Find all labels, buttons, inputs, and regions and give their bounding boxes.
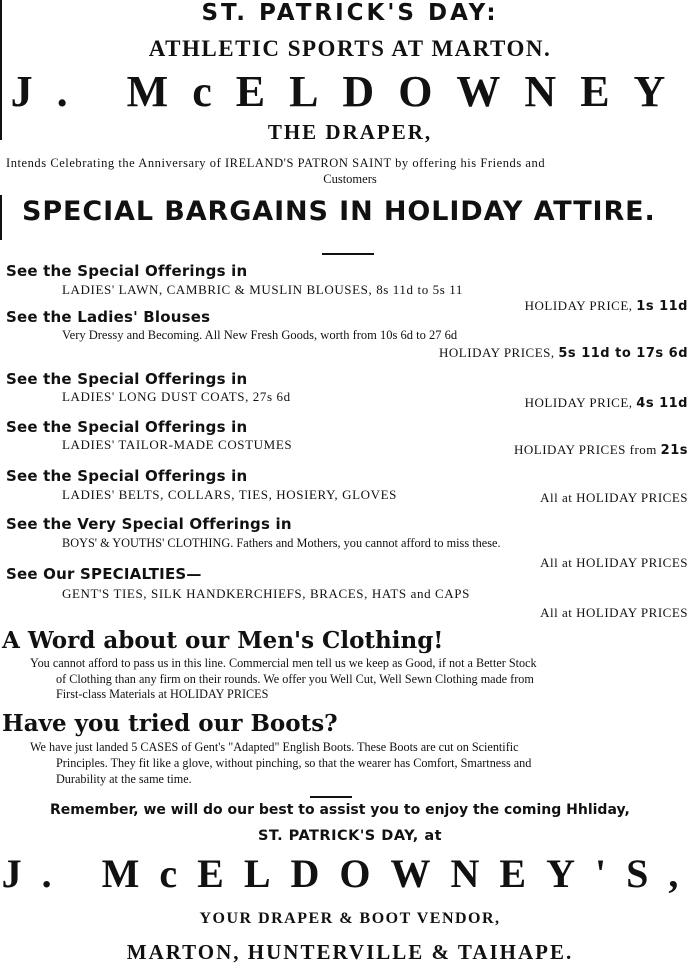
offering-price [525, 395, 688, 411]
offering-heading: See Our SPECIALTIES— [6, 565, 202, 583]
boots-line-1: We have just landed 5 CASES of Gent's "Adapted" English Boots. These Boots are cut on Scientific [30, 740, 519, 754]
offering-item: BOYS' & YOUTHS' CLOTHING. Fathers and Mothers, you cannot afford to miss these. [62, 536, 501, 550]
offering-price [540, 605, 688, 621]
offering-heading: See the Very Special Offerings in [6, 515, 292, 533]
offering-price [540, 555, 688, 571]
offering-item: GENT'S TIES, SILK HANDKERCHIEFS, BRACES, HATS and CAPS [62, 586, 470, 601]
price-label: HOLIDAY PRICES from [514, 442, 657, 457]
offering-item: LADIES' BELTS, COLLARS, TIES, HOSIERY, GLOVES [62, 487, 397, 502]
closing-merchant-name: J. McELDOWNEY'S, [1, 851, 699, 896]
event-subtitle: ATHLETIC SPORTS AT MARTON. [148, 36, 552, 61]
special-bargains-banner: SPECIAL BARGAINS IN HOLIDAY ATTIRE. [22, 196, 656, 227]
divider [310, 796, 352, 798]
merchant-name: J. McELDOWNEY [10, 67, 690, 116]
price-value: 21s [660, 443, 688, 458]
divider [322, 253, 374, 255]
mens-clothing-heading: A Word about our Men's Clothing! [2, 627, 444, 654]
offering-heading: See the Ladies' Blouses [6, 308, 211, 326]
price-label: All at HOLIDAY PRICES [540, 555, 688, 570]
mens-clothing-line-1: You cannot afford to pass us in this line. Commercial men tell us we keep as Good, if not a Better Stock [30, 656, 537, 670]
offering-heading: See the Special Offerings in [6, 262, 248, 280]
price-value: 1s 11d [636, 299, 688, 314]
closing-line-1: Remember, we will do our best to assist you to enjoy the coming Hhliday, [50, 802, 630, 818]
price-value: 5s 11d to 17s 6d [558, 346, 688, 361]
banner-left-border [0, 195, 2, 240]
event-title: ST. PATRICK'S DAY: [201, 0, 499, 26]
offering-heading: See the Special Offerings in [6, 467, 248, 485]
price-label: HOLIDAY PRICE, [524, 298, 633, 313]
offering-price [525, 298, 688, 314]
offering-item: LADIES' TAILOR-MADE COSTUMES [62, 437, 293, 452]
offering-price [540, 490, 688, 506]
mens-clothing-line-2: of Clothing than any firm on their rounds. We offer you Well Cut, Well Sewn Clothing made from [56, 672, 534, 686]
price-value: 4s 11d [636, 396, 688, 411]
price-label: All at HOLIDAY PRICES [540, 490, 688, 505]
mens-clothing-line-3: First-class Materials at HOLIDAY PRICES [56, 687, 269, 701]
intro-line-1: Intends Celebrating the Anniversary of IRELAND'S PATRON SAINT by offering his Friends and [6, 156, 546, 170]
boots-line-3: Durability at the same time. [56, 772, 192, 786]
offering-item: LADIES' LONG DUST COATS, 27s 6d [62, 389, 291, 404]
offering-price [439, 345, 688, 361]
offering-item: LADIES' LAWN, CAMBRIC & MUSLIN BLOUSES, 8s 11d to 5s 11 [62, 282, 463, 297]
boots-heading: Have you tried our Boots? [2, 710, 338, 737]
closing-line-3: YOUR DRAPER & BOOT VENDOR, [199, 910, 501, 927]
intro-line-2: Customers [323, 172, 377, 186]
offering-item: Very Dressy and Becoming. All New Fresh Goods, worth from 10s 6d to 27 6d [62, 328, 458, 342]
price-label: HOLIDAY PRICES, [439, 345, 555, 360]
offering-price [514, 442, 688, 458]
boots-line-2: Principles. They fit like a glove, without pinching, so that the wearer has Comfort, Smartness and [56, 756, 532, 770]
closing-line-2: ST. PATRICK'S DAY, at [257, 828, 443, 844]
offering-heading: See the Special Offerings in [6, 370, 248, 388]
merchant-title: THE DRAPER, [267, 120, 433, 144]
offering-heading: See the Special Offerings in [6, 418, 248, 436]
closing-line-4: MARTON, HUNTERVILLE & TAIHAPE. [126, 940, 574, 964]
price-label: All at HOLIDAY PRICES [540, 605, 688, 620]
price-label: HOLIDAY PRICE, [524, 395, 633, 410]
